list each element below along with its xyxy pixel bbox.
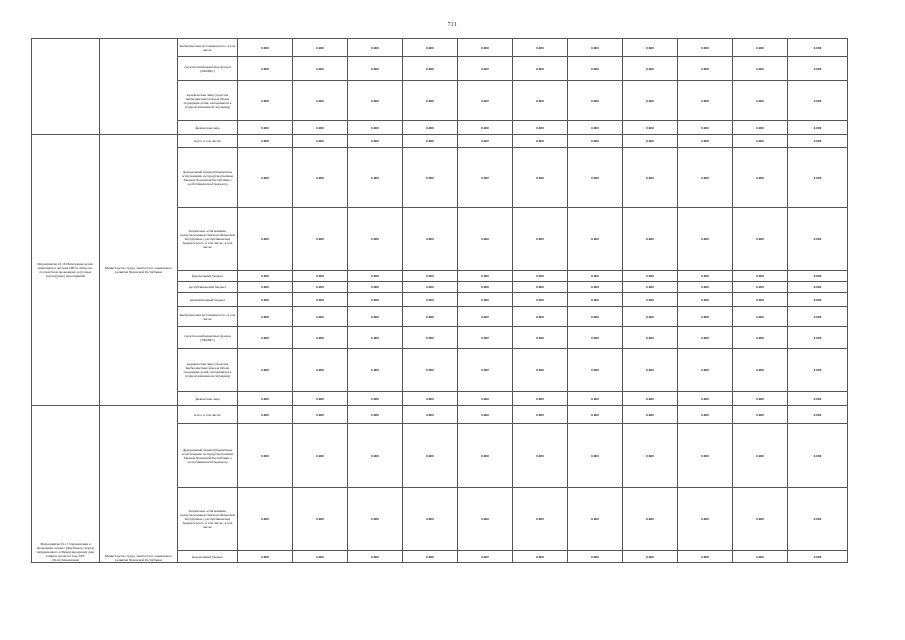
value-cell: 0.000 bbox=[458, 307, 513, 327]
funding-source: федеральный бюджет(бюджетные ассигнования, не предусмотренные Законом Чеченской Республики о республиканском бюджете) bbox=[178, 148, 238, 208]
value-cell: 0.000 bbox=[733, 148, 788, 208]
value-cell: 0.000 bbox=[348, 148, 403, 208]
value-cell: 0.000 bbox=[348, 39, 403, 57]
value-cell: 0.000 bbox=[733, 81, 788, 121]
value-cell: 0.000 bbox=[678, 121, 733, 135]
value-cell: 0.000 bbox=[513, 551, 568, 563]
value-cell: 0.000 bbox=[293, 208, 348, 271]
funding-source: внебюджетные источники всего, в том числе: bbox=[178, 39, 238, 57]
value-cell: 0.000 bbox=[403, 327, 458, 349]
value-cell: 0.000 bbox=[293, 282, 348, 293]
value-cell: 0.000 bbox=[458, 135, 513, 148]
value-cell: 0.000 bbox=[238, 271, 293, 282]
executor-name: Министерство труда, занятости и социального развития Чеченской Республики bbox=[100, 406, 178, 563]
value-cell: 0.000 bbox=[568, 349, 623, 392]
value-cell: 0.000 bbox=[293, 406, 348, 424]
value-cell: 0.000 bbox=[623, 488, 678, 551]
value-cell: 0.000 bbox=[238, 135, 293, 148]
value-cell: 0.000 bbox=[568, 121, 623, 135]
value-cell: 0.000 bbox=[458, 327, 513, 349]
value-cell: 0.000 bbox=[403, 551, 458, 563]
page-number: 711 bbox=[447, 22, 458, 28]
value-cell: 0.000 bbox=[293, 121, 348, 135]
value-cell: 0.000 bbox=[788, 208, 848, 271]
funding-source: физические лица bbox=[178, 121, 238, 135]
budget-table bbox=[31, 38, 848, 563]
value-cell: 0.000 bbox=[733, 121, 788, 135]
value-cell: 0.000 bbox=[513, 406, 568, 424]
value-cell: 0.000 bbox=[348, 406, 403, 424]
value-cell: 0.000 bbox=[403, 271, 458, 282]
value-cell: 0.000 bbox=[293, 57, 348, 81]
value-cell: 0.000 bbox=[458, 271, 513, 282]
measure-name bbox=[32, 39, 100, 135]
value-cell: 0.000 bbox=[568, 57, 623, 81]
value-cell: 0.000 bbox=[403, 488, 458, 551]
value-cell: 0.000 bbox=[678, 551, 733, 563]
value-cell: 0.000 bbox=[293, 488, 348, 551]
value-cell: 0.000 bbox=[403, 349, 458, 392]
value-cell: 0.000 bbox=[348, 424, 403, 488]
value-cell: 0.000 bbox=[513, 39, 568, 57]
value-cell: 0.000 bbox=[623, 406, 678, 424]
value-cell: 0.000 bbox=[403, 121, 458, 135]
value-cell: 0.000 bbox=[568, 406, 623, 424]
value-cell: 0.000 bbox=[788, 81, 848, 121]
value-cell: 0.000 bbox=[513, 208, 568, 271]
value-cell: 0.000 bbox=[678, 327, 733, 349]
value-cell: 0.000 bbox=[458, 121, 513, 135]
value-cell: 0.000 bbox=[238, 349, 293, 392]
value-cell: 0.000 bbox=[733, 424, 788, 488]
value-cell: 0.000 bbox=[788, 551, 848, 563]
funding-source: бюджетные ассигнования, предусмотренные Законом Чеченской Республики о республиканском бюджете всего, в том числе:, в том числе: bbox=[178, 488, 238, 551]
value-cell: 0.000 bbox=[238, 392, 293, 406]
value-cell: 0.000 bbox=[623, 81, 678, 121]
value-cell: 0.000 bbox=[733, 208, 788, 271]
value-cell: 0.000 bbox=[403, 135, 458, 148]
funding-source: республиканский бюджет bbox=[178, 282, 238, 293]
value-cell: 0.000 bbox=[348, 327, 403, 349]
value-cell: 0.000 bbox=[293, 349, 348, 392]
value-cell: 0.000 bbox=[348, 488, 403, 551]
value-cell: 0.000 bbox=[458, 349, 513, 392]
value-cell: 0.000 bbox=[403, 293, 458, 307]
value-cell: 0.000 bbox=[568, 293, 623, 307]
value-cell: 0.000 bbox=[513, 488, 568, 551]
funding-source: муниципальный бюджет bbox=[178, 293, 238, 307]
value-cell: 0.000 bbox=[623, 307, 678, 327]
value-cell: 0.000 bbox=[623, 282, 678, 293]
value-cell: 0.000 bbox=[238, 121, 293, 135]
value-cell: 0.000 bbox=[733, 39, 788, 57]
value-cell: 0.000 bbox=[513, 392, 568, 406]
value-cell: 0.000 bbox=[568, 307, 623, 327]
value-cell: 0.000 bbox=[678, 307, 733, 327]
value-cell: 0.000 bbox=[623, 551, 678, 563]
value-cell: 0.000 bbox=[678, 406, 733, 424]
value-cell: 0.000 bbox=[623, 135, 678, 148]
measure-name: Мероприятие 01.16 Интеграция детей-инвалидов в детских ОВЗ в общество посредством проведения досуговых (культурных) мероприятий bbox=[32, 135, 100, 406]
value-cell: 0.000 bbox=[733, 551, 788, 563]
value-cell: 0.000 bbox=[733, 282, 788, 293]
value-cell: 0.000 bbox=[348, 271, 403, 282]
table-row bbox=[32, 135, 848, 148]
value-cell: 0.000 bbox=[788, 121, 848, 135]
value-cell: 0.000 bbox=[513, 327, 568, 349]
value-cell: 0.000 bbox=[678, 39, 733, 57]
value-cell: 0.000 bbox=[293, 148, 348, 208]
funding-source: всего, в том числе: bbox=[178, 406, 238, 424]
value-cell: 0.000 bbox=[623, 424, 678, 488]
value-cell: 0.000 bbox=[403, 282, 458, 293]
value-cell: 0.000 bbox=[513, 271, 568, 282]
funding-source: средства внебюджетных фондов (ТФОМС) bbox=[178, 327, 238, 349]
value-cell: 0.000 bbox=[513, 148, 568, 208]
value-cell: 0.000 bbox=[788, 349, 848, 392]
funding-source: внебюджетные источники всего, в том числе: bbox=[178, 307, 238, 327]
value-cell: 0.000 bbox=[293, 39, 348, 57]
executor-name bbox=[100, 39, 178, 135]
value-cell: 0.000 bbox=[568, 392, 623, 406]
value-cell: 0.000 bbox=[623, 39, 678, 57]
value-cell: 0.000 bbox=[238, 293, 293, 307]
table-row bbox=[32, 39, 848, 57]
value-cell: 0.000 bbox=[568, 81, 623, 121]
value-cell: 0.000 bbox=[678, 293, 733, 307]
value-cell: 0.000 bbox=[348, 392, 403, 406]
value-cell: 0.000 bbox=[513, 307, 568, 327]
value-cell: 0.000 bbox=[293, 293, 348, 307]
value-cell: 0.000 bbox=[458, 208, 513, 271]
value-cell: 0.000 bbox=[733, 307, 788, 327]
value-cell: 0.000 bbox=[293, 551, 348, 563]
funding-source: бюджетные ассигнования, предусмотренные Законом Чеченской Республики о республиканском бюджете всего, в том числе:, в том числе: bbox=[178, 208, 238, 271]
value-cell: 0.000 bbox=[678, 488, 733, 551]
value-cell: 0.000 bbox=[568, 135, 623, 148]
value-cell: 0.000 bbox=[678, 424, 733, 488]
value-cell: 0.000 bbox=[788, 293, 848, 307]
value-cell: 0.000 bbox=[733, 349, 788, 392]
value-cell: 0.000 bbox=[678, 148, 733, 208]
value-cell: 0.000 bbox=[403, 424, 458, 488]
value-cell: 0.000 bbox=[348, 293, 403, 307]
value-cell: 0.000 bbox=[733, 135, 788, 148]
value-cell: 0.000 bbox=[678, 81, 733, 121]
value-cell: 0.000 bbox=[568, 39, 623, 57]
value-cell: 0.000 bbox=[788, 488, 848, 551]
value-cell: 0.000 bbox=[568, 327, 623, 349]
value-cell: 0.000 bbox=[623, 349, 678, 392]
value-cell: 0.000 bbox=[293, 271, 348, 282]
value-cell: 0.000 bbox=[238, 148, 293, 208]
value-cell: 0.000 bbox=[623, 392, 678, 406]
value-cell: 0.000 bbox=[568, 271, 623, 282]
value-cell: 0.000 bbox=[788, 307, 848, 327]
value-cell: 0.000 bbox=[513, 282, 568, 293]
value-cell: 0.000 bbox=[348, 349, 403, 392]
value-cell: 0.000 bbox=[403, 392, 458, 406]
value-cell: 0.000 bbox=[238, 208, 293, 271]
value-cell: 0.000 bbox=[733, 327, 788, 349]
value-cell: 0.000 bbox=[568, 488, 623, 551]
funding-source: физические лица bbox=[178, 392, 238, 406]
value-cell: 0.000 bbox=[238, 282, 293, 293]
value-cell: 0.000 bbox=[788, 282, 848, 293]
value-cell: 0.000 bbox=[348, 81, 403, 121]
value-cell: 0.000 bbox=[238, 57, 293, 81]
value-cell: 0.000 bbox=[623, 293, 678, 307]
value-cell: 0.000 bbox=[458, 81, 513, 121]
value-cell: 0.000 bbox=[458, 282, 513, 293]
value-cell: 0.000 bbox=[513, 121, 568, 135]
value-cell: 0.000 bbox=[403, 406, 458, 424]
value-cell: 0.000 bbox=[458, 406, 513, 424]
value-cell: 0.000 bbox=[458, 39, 513, 57]
value-cell: 0.000 bbox=[678, 282, 733, 293]
value-cell: 0.000 bbox=[458, 392, 513, 406]
value-cell: 0.000 bbox=[733, 406, 788, 424]
value-cell: 0.000 bbox=[678, 135, 733, 148]
value-cell: 0.000 bbox=[568, 551, 623, 563]
measure-name: Мероприятие 01.17 Организация и проведение летнего (Фестиваль спорта) направленного к Международному дню защиты детей, на базе ГКУ (Республиканский bbox=[32, 406, 100, 563]
funding-source: федеральный бюджет(бюджетные ассигнования, не предусмотренные Законом Чеченской Республики о республиканском бюджете) bbox=[178, 424, 238, 488]
value-cell: 0.000 bbox=[513, 424, 568, 488]
value-cell: 0.000 bbox=[788, 406, 848, 424]
value-cell: 0.000 bbox=[458, 57, 513, 81]
value-cell: 0.000 bbox=[238, 406, 293, 424]
value-cell: 0.000 bbox=[403, 208, 458, 271]
value-cell: 0.000 bbox=[458, 551, 513, 563]
value-cell: 0.000 bbox=[403, 148, 458, 208]
value-cell: 0.000 bbox=[788, 392, 848, 406]
value-cell: 0.000 bbox=[403, 57, 458, 81]
value-cell: 0.000 bbox=[568, 148, 623, 208]
value-cell: 0.000 bbox=[348, 208, 403, 271]
value-cell: 0.000 bbox=[623, 208, 678, 271]
value-cell: 0.000 bbox=[568, 282, 623, 293]
value-cell: 0.000 bbox=[623, 271, 678, 282]
funding-source: средства внебюджетных фондов (ТФОМС) bbox=[178, 57, 238, 81]
funding-source: федеральный бюджет bbox=[178, 551, 238, 563]
value-cell: 0.000 bbox=[293, 307, 348, 327]
value-cell: 0.000 bbox=[348, 551, 403, 563]
value-cell: 0.000 bbox=[348, 57, 403, 81]
value-cell: 0.000 bbox=[238, 307, 293, 327]
value-cell: 0.000 bbox=[733, 488, 788, 551]
value-cell: 0.000 bbox=[238, 81, 293, 121]
value-cell: 0.000 bbox=[403, 81, 458, 121]
value-cell: 0.000 bbox=[733, 57, 788, 81]
value-cell: 0.000 bbox=[788, 57, 848, 81]
value-cell: 0.000 bbox=[403, 307, 458, 327]
value-cell: 0.000 bbox=[458, 488, 513, 551]
value-cell: 0.000 bbox=[733, 392, 788, 406]
value-cell: 0.000 bbox=[513, 81, 568, 121]
value-cell: 0.000 bbox=[403, 39, 458, 57]
value-cell: 0.000 bbox=[733, 271, 788, 282]
value-cell: 0.000 bbox=[458, 148, 513, 208]
value-cell: 0.000 bbox=[788, 327, 848, 349]
value-cell: 0.000 bbox=[458, 424, 513, 488]
value-cell: 0.000 bbox=[678, 271, 733, 282]
value-cell: 0.000 bbox=[678, 57, 733, 81]
value-cell: 0.000 bbox=[238, 327, 293, 349]
value-cell: 0.000 bbox=[513, 349, 568, 392]
value-cell: 0.000 bbox=[348, 135, 403, 148]
value-cell: 0.000 bbox=[623, 121, 678, 135]
value-cell: 0.000 bbox=[348, 307, 403, 327]
value-cell: 0.000 bbox=[788, 135, 848, 148]
value-cell: 0.000 bbox=[788, 271, 848, 282]
funding-source: юридические лица (средства внебюджетных фондов (Фонд поддержки детей, находящихся в трудной жизненной ситуации)) bbox=[178, 81, 238, 121]
funding-source: всего, в том числе: bbox=[178, 135, 238, 148]
value-cell: 0.000 bbox=[733, 293, 788, 307]
value-cell: 0.000 bbox=[513, 293, 568, 307]
value-cell: 0.000 bbox=[293, 392, 348, 406]
value-cell: 0.000 bbox=[623, 327, 678, 349]
value-cell: 0.000 bbox=[458, 293, 513, 307]
value-cell: 0.000 bbox=[568, 208, 623, 271]
value-cell: 0.000 bbox=[623, 57, 678, 81]
value-cell: 0.000 bbox=[293, 135, 348, 148]
value-cell: 0.000 bbox=[678, 349, 733, 392]
value-cell: 0.000 bbox=[238, 424, 293, 488]
value-cell: 0.000 bbox=[788, 424, 848, 488]
value-cell: 0.000 bbox=[513, 135, 568, 148]
value-cell: 0.000 bbox=[238, 488, 293, 551]
value-cell: 0.000 bbox=[788, 39, 848, 57]
executor-name: Министерство труда, занятости и социального развития Чеченской Республики bbox=[100, 135, 178, 406]
value-cell: 0.000 bbox=[238, 551, 293, 563]
value-cell: 0.000 bbox=[678, 208, 733, 271]
value-cell: 0.000 bbox=[623, 148, 678, 208]
funding-source: юридические лица (средства внебюджетных фондов (Фонд поддержки детей, находящихся в трудной жизненной ситуации)) bbox=[178, 349, 238, 392]
value-cell: 0.000 bbox=[293, 424, 348, 488]
value-cell: 0.000 bbox=[238, 39, 293, 57]
value-cell: 0.000 bbox=[348, 282, 403, 293]
value-cell: 0.000 bbox=[293, 81, 348, 121]
value-cell: 0.000 bbox=[293, 327, 348, 349]
value-cell: 0.000 bbox=[568, 424, 623, 488]
value-cell: 0.000 bbox=[348, 121, 403, 135]
value-cell: 0.000 bbox=[513, 57, 568, 81]
value-cell: 0.000 bbox=[678, 392, 733, 406]
value-cell: 0.000 bbox=[788, 148, 848, 208]
funding-source: федеральный бюджет bbox=[178, 271, 238, 282]
table-row bbox=[32, 406, 848, 424]
